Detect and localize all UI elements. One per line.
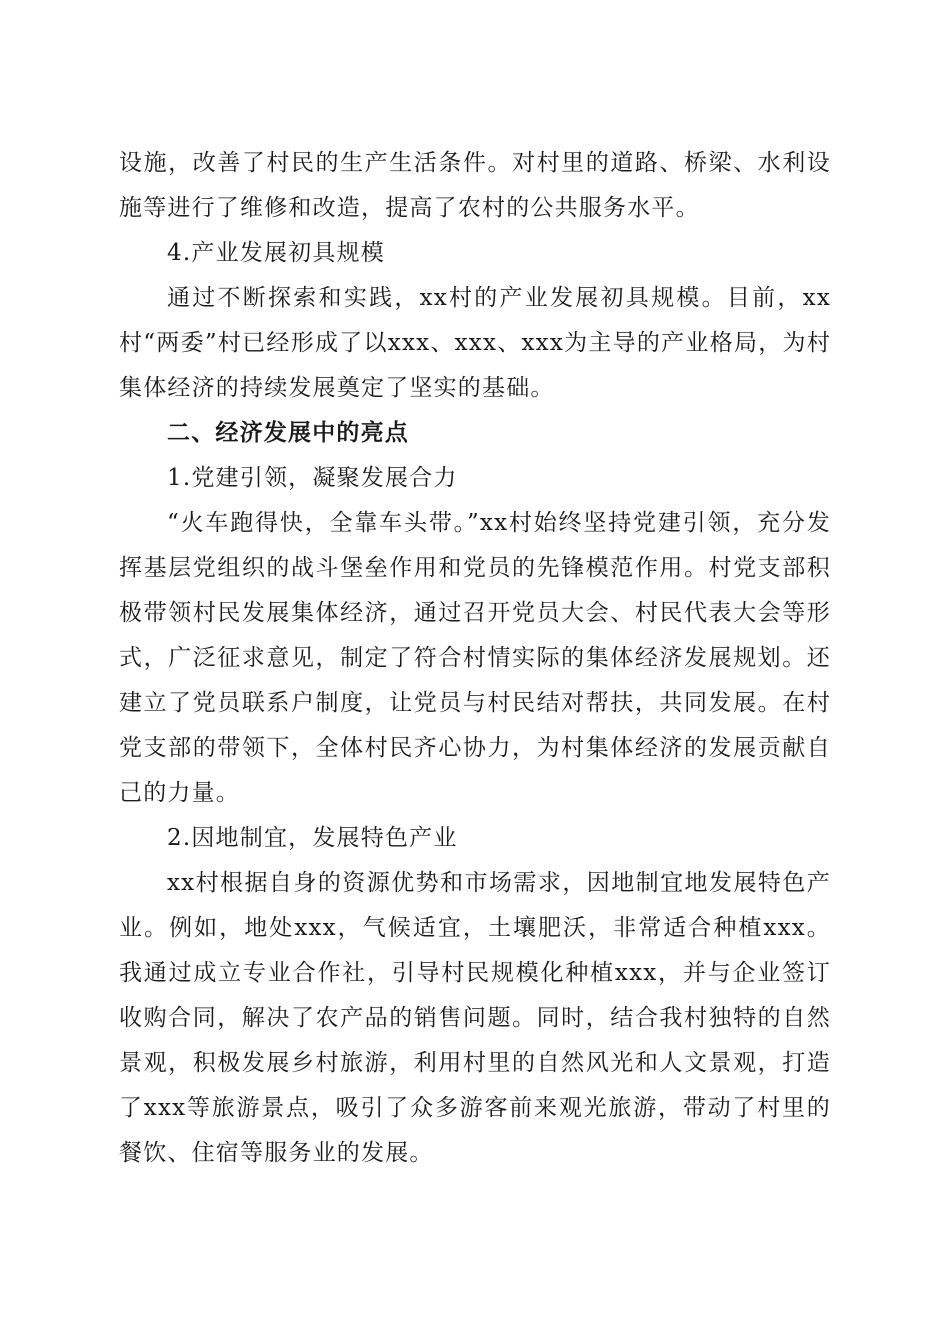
document-body [119,141,831,1176]
body-paragraph-industry: 通过不断探索和实践，xx村的产业发展初具规模。目前，xx村“两委”村已经形成了以xxx、xxx、xxx为主导的产业格局，为村集体经济的持续发展奠定了坚实的基础。 [119,285,831,401]
subheading-industry-scale: 4.产业发展初具规模 [167,240,385,266]
subheading-party-leadership: 1.党建引领，凝聚发展合力 [167,465,458,491]
section-heading-highlights: 二、经济发展中的亮点 [167,420,409,446]
body-paragraph-party-leadership: “火车跑得快，全靠车头带。”xx村始终坚持党建引领，充分发挥基层党组织的战斗堡垒作用和党员的先锋模范作用。村党支部积极带领村民发展集体经济，通过召开党员大会、村民代表大会等形式，广泛征求意见，制定了符合村情实际的集体经济发展规划。还建立了党员联系户制度，让党员与村民结对帮扶，共同发展。在村党支部的带领下，全体村民齐心协力，为村集体经济的发展贡献自己的力量。 [119,510,831,806]
subheading-special-industry: 2.因地制宜，发展特色产业 [167,825,458,851]
body-paragraph-special-industry: xx村根据自身的资源优势和市场需求，因地制宜地发展特色产业。例如，地处xxx，气候适宜，土壤肥沃，非常适合种植xxx。我通过成立专业合作社，引导村民规模化种植xxx，并与企业签订收购合同，解决了农产品的销售问题。同时，结合我村独特的自然景观，积极发展乡村旅游，利用村里的自然风光和人文景观，打造了xxx等旅游景点，吸引了众多游客前来观光旅游，带动了村里的餐饮、住宿等服务业的发展。 [119,870,831,1166]
body-paragraph-continued: 设施，改善了村民的生产生活条件。对村里的道路、桥梁、水利设施等进行了维修和改造，提高了农村的公共服务水平。 [119,150,831,221]
